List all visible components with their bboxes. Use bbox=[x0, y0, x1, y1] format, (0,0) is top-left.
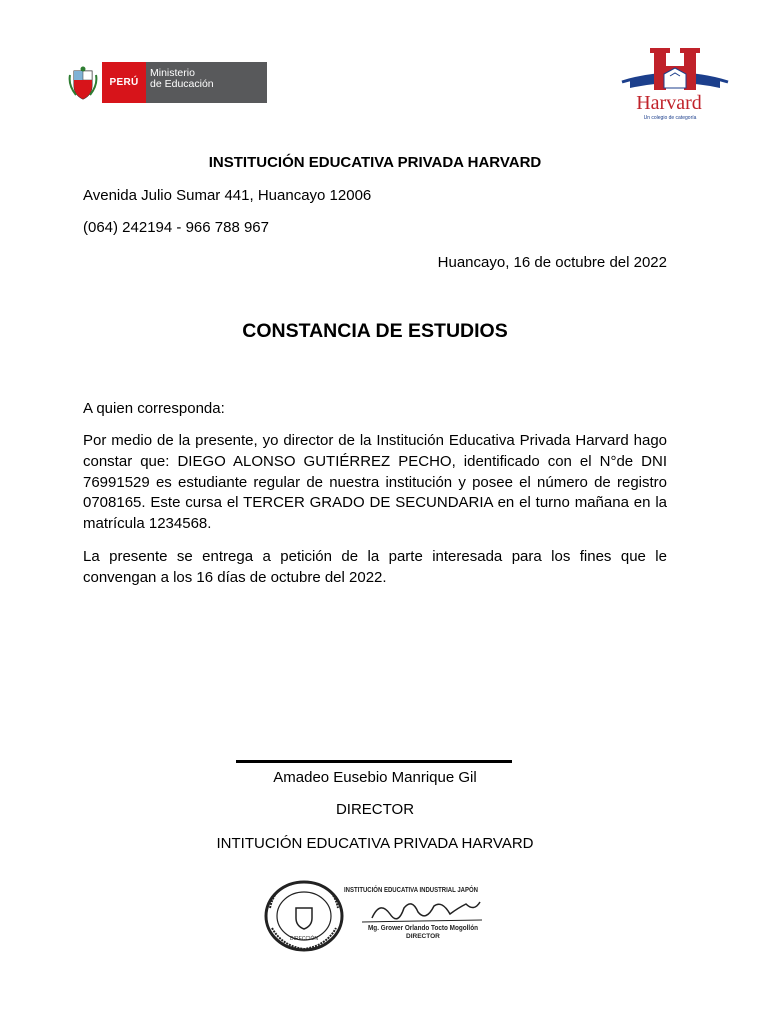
institution-address: Avenida Julio Sumar 441, Huancayo 12006 bbox=[83, 187, 372, 204]
signatory-name: Amadeo Eusebio Manrique Gil bbox=[273, 769, 477, 786]
signatory-position: DIRECTOR bbox=[335, 801, 415, 818]
peru-coat-of-arms-icon bbox=[64, 62, 102, 103]
document-title: CONSTANCIA DE ESTUDIOS bbox=[242, 320, 508, 342]
harvard-logo-tagline: Un colegio de categoría bbox=[643, 115, 697, 121]
official-stamp-icon bbox=[262, 878, 502, 952]
ministry-label bbox=[146, 62, 267, 103]
minedu-logo bbox=[64, 62, 267, 103]
closing-paragraph: La presente se entrega a petición de la parte interesada para los fines que le convengan a los 16 días de octubre del 2022. bbox=[83, 548, 667, 586]
peru-label: PERÚ bbox=[102, 62, 146, 103]
signature-line bbox=[236, 760, 512, 763]
ministry-line-2: de Educación bbox=[150, 78, 214, 90]
harvard-logo-name: Harvard bbox=[636, 92, 702, 114]
svg-text:DIRECTOR: DIRECTOR bbox=[406, 933, 440, 940]
institution-phone: (064) 242194 - 966 788 967 bbox=[83, 219, 269, 236]
body-paragraph: Por medio de la presente, yo director de la Institución Educativa Privada Harvard hago constar que: DIEGO ALONSO GUTIÉRREZ PECHO, identificado con el N°de DNI 76991529 es estudiante regular de nuestra institución y posee el número de registro 0708165. Este cursa el TERCER GRADO DE SECUNDARIA en el turno mañana en la matrícula 1234568. bbox=[83, 432, 667, 533]
document-date: Huancayo, 16 de octubre del 2022 bbox=[437, 254, 667, 271]
salutation: A quien corresponda: bbox=[83, 400, 225, 417]
svg-text:Mg. Grower Orlando Tocto Mogol: Mg. Grower Orlando Tocto Mogollón bbox=[368, 925, 478, 932]
svg-text:DIRECCIÓN: DIRECCIÓN bbox=[289, 936, 319, 942]
svg-text:INSTITUCIÓN EDUCATIVA INDUSTRI: INSTITUCIÓN EDUCATIVA INDUSTRIAL JAPÓN bbox=[344, 887, 501, 894]
ministry-line-1: Ministerio bbox=[150, 67, 195, 79]
signatory-institution: INTITUCIÓN EDUCATIVA PRIVADA HARVARD bbox=[216, 835, 534, 852]
institution-name: INSTITUCIÓN EDUCATIVA PRIVADA HARVARD bbox=[208, 154, 542, 171]
